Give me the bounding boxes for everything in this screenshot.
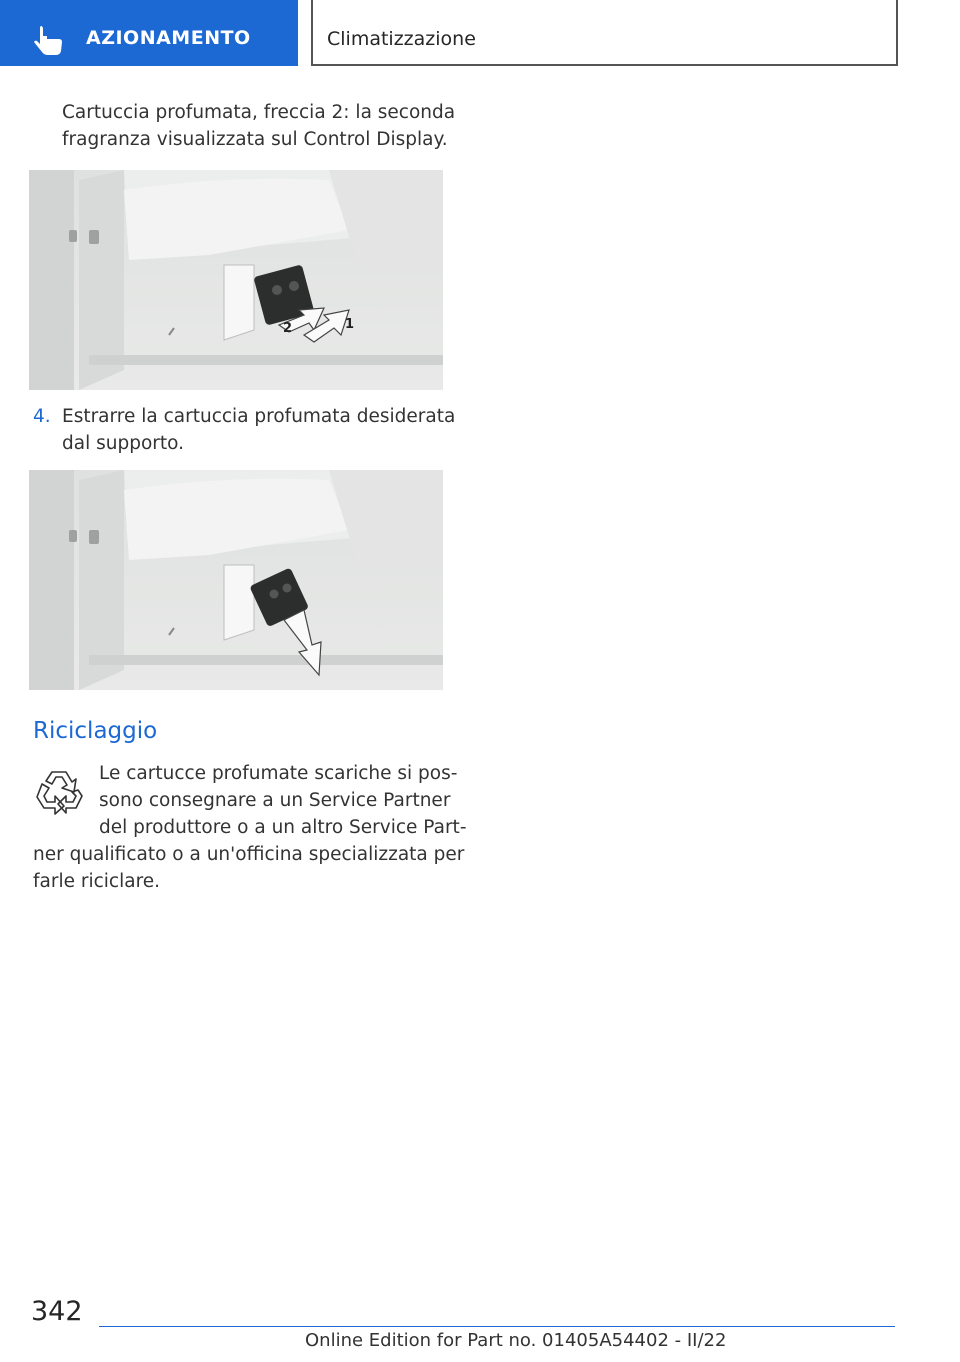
intro-line: Cartuccia profumata, freccia 2: la seconda <box>62 102 456 123</box>
intro-paragraph <box>62 99 455 153</box>
step-text: Estrarre la cartuccia profumata desiderata <box>62 406 456 427</box>
step-number: 4. <box>33 406 51 427</box>
edition-footer: Online Edition for Part no. 01405A54402 - II/22 <box>305 1330 727 1351</box>
arrow-label: 2 <box>283 321 293 336</box>
chapter-tab-label: AZIONAMENTO <box>86 27 251 49</box>
footer-divider <box>99 1326 895 1327</box>
scent-cartridge-removal-figure <box>29 470 443 690</box>
recycling-line: Le cartucce profumate scariche si pos‐ <box>99 763 458 784</box>
recycling-line: ner qualificato o a un'officina specializzata per <box>33 844 465 865</box>
recycling-paragraph-full <box>33 841 464 895</box>
recycling-line: sono consegnare a un Service Partner <box>99 790 451 811</box>
arrow-label: 1 <box>345 317 355 332</box>
intro-line: fragranza visualizzata sul Control Display. <box>62 129 448 150</box>
recycle-icon <box>34 766 84 818</box>
recycling-line: farle riciclare. <box>33 871 161 892</box>
section-title: Climatizzazione <box>327 28 476 50</box>
recycling-heading: Riciclaggio <box>33 718 158 744</box>
step-4 <box>33 403 456 454</box>
step-text: dal supporto. <box>62 433 185 454</box>
hand-pointer-icon <box>34 26 66 56</box>
scent-cartridge-figure-arrows <box>29 170 443 390</box>
page-number: 342 <box>31 1296 83 1327</box>
section-header <box>311 0 898 66</box>
recycling-paragraph-indented <box>99 760 467 841</box>
chapter-tab <box>0 0 298 66</box>
recycling-line: del produttore o a un altro Service Part‐ <box>99 817 467 838</box>
